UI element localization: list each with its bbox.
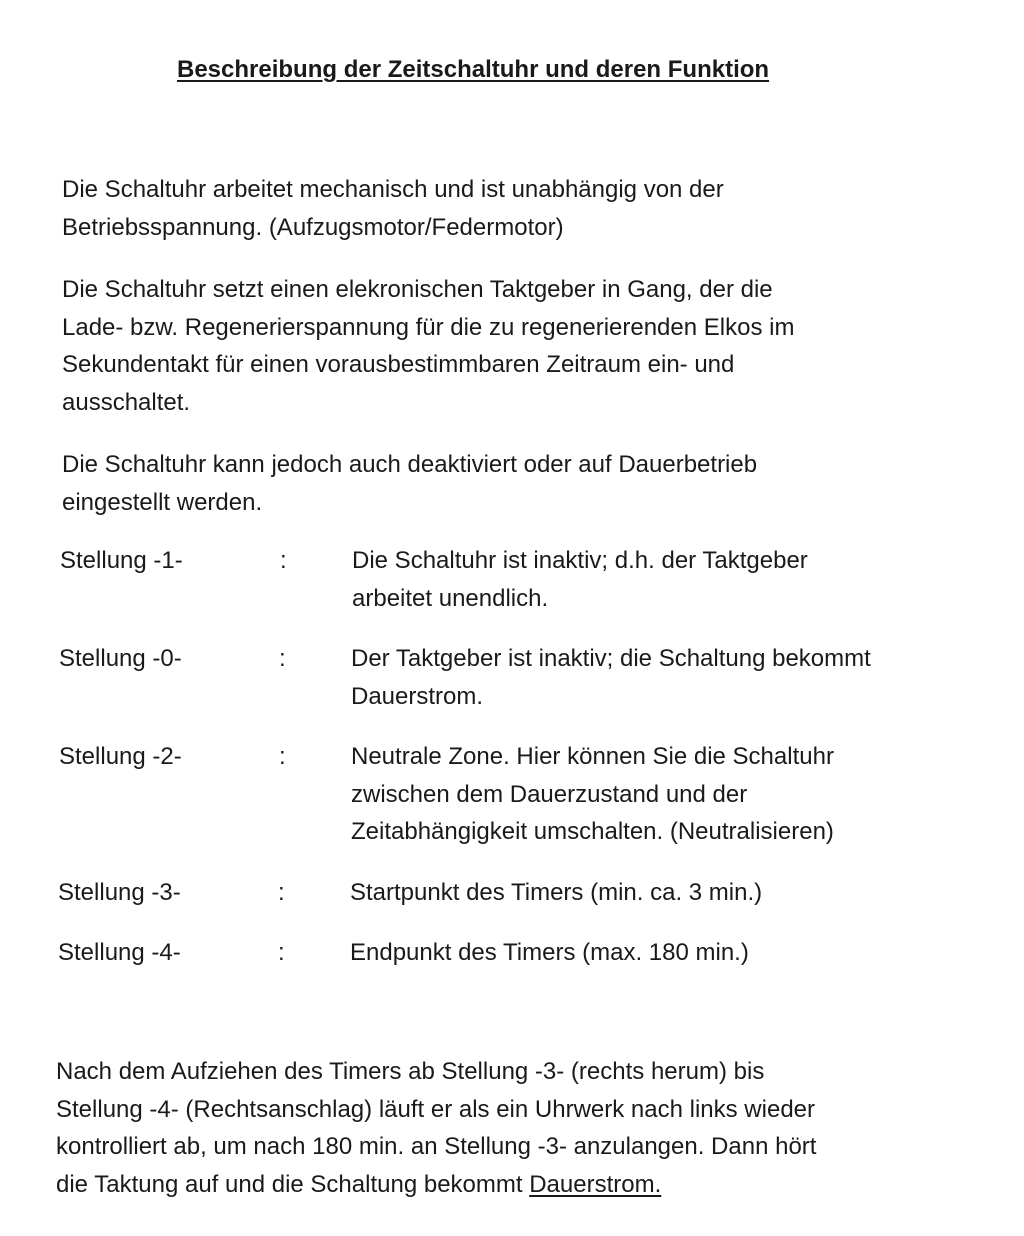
setting-position: Stellung -1- (60, 547, 183, 574)
text-line: Endpunkt des Timers (max. 180 min.) (350, 939, 749, 966)
setting-separator: : (278, 939, 285, 966)
setting-position: Stellung -0- (59, 645, 182, 672)
text-line: Startpunkt des Timers (min. ca. 3 min.) (350, 879, 763, 906)
text-line: arbeitet unendlich. (352, 584, 549, 612)
setting-description (350, 934, 749, 972)
text-line: kontrolliert ab, um nach 180 min. an Stellung -3- anzulangen. Dann hört (56, 1133, 817, 1160)
setting-position: Stellung -3- (58, 879, 181, 906)
text-line: Die Schaltuhr ist inaktiv; d.h. der Taktgeber (352, 547, 808, 574)
text-line: eingestellt werden. (62, 488, 263, 516)
text-line: Die Schaltuhr kann jedoch auch deaktiviert oder auf Dauerbetrieb (62, 451, 758, 478)
setting-description (350, 874, 762, 912)
setting-position: Stellung -2- (59, 743, 182, 770)
setting-description (351, 738, 834, 851)
text-line: Lade- bzw. Regenerierspannung für die zu regenerierenden Elkos im (62, 313, 795, 341)
setting-separator: : (280, 547, 287, 574)
text-line: Die Schaltuhr setzt einen elekronischen Taktgeber in Gang, der die (62, 276, 773, 303)
intro-paragraph-1 (62, 171, 724, 246)
text-line: Neutrale Zone. Hier können Sie die Schaltuhr (351, 743, 834, 770)
intro-paragraph-3 (62, 446, 757, 521)
setting-separator: : (279, 645, 286, 672)
underlined-emphasis: Dauerstrom. (529, 1170, 662, 1198)
setting-separator: : (278, 879, 285, 906)
text-line: Die Schaltuhr arbeitet mechanisch und ist unabhängig von der (62, 176, 724, 203)
setting-separator: : (279, 743, 286, 770)
document-title: Beschreibung der Zeitschaltuhr und deren Funktion (177, 56, 770, 83)
text-line: Sekundentakt für einen vorausbestimmbaren Zeitraum ein- und (62, 351, 735, 378)
closing-paragraph (56, 1053, 816, 1203)
text-line: Nach dem Aufziehen des Timers ab Stellung -3- (rechts herum) bis (56, 1058, 765, 1085)
intro-paragraph-2 (62, 271, 794, 421)
text-line: Betriebsspannung. (Aufzugsmotor/Federmotor) (62, 213, 564, 241)
text-line: Zeitabhängigkeit umschalten. (Neutralisieren) (351, 818, 834, 845)
setting-position: Stellung -4- (58, 939, 181, 966)
text-line (56, 1166, 816, 1204)
text-fragment: die Taktung auf und die Schaltung bekommt (56, 1170, 530, 1198)
setting-description (351, 640, 871, 715)
text-line: zwischen dem Dauerzustand und der (351, 780, 748, 808)
text-line: Dauerstrom. (351, 682, 484, 710)
text-line: Stellung -4- (Rechtsanschlag) läuft er als ein Uhrwerk nach links wieder (56, 1095, 815, 1123)
setting-description (352, 542, 808, 617)
text-line: Der Taktgeber ist inaktiv; die Schaltung bekommt (351, 645, 871, 672)
text-line: ausschaltet. (62, 388, 191, 416)
